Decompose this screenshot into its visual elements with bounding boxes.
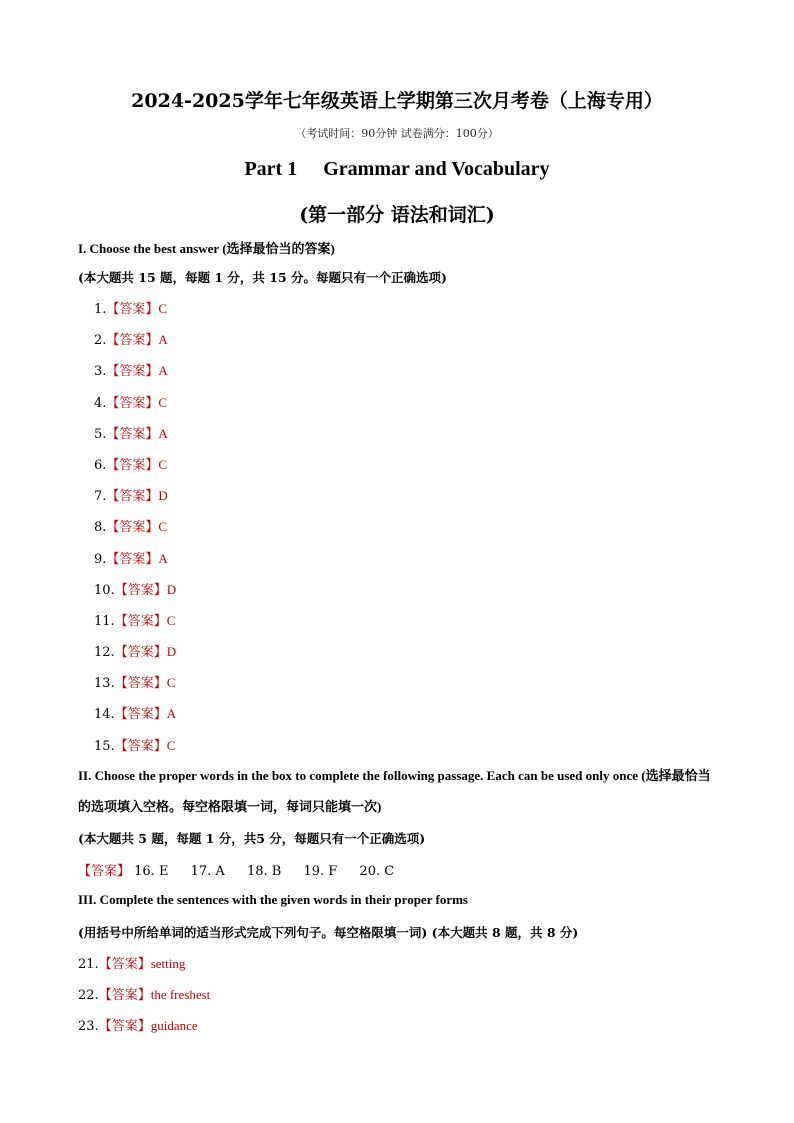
answer-value: D — [166, 581, 177, 597]
question-number: 23. — [78, 1019, 99, 1034]
question-number: 22. — [78, 988, 99, 1003]
answer-tag: 【答案】 — [106, 457, 159, 473]
answer-item — [94, 579, 176, 610]
answer-tag: 【答案】 — [78, 864, 131, 879]
section1-answer-list — [94, 298, 176, 766]
question-number: 15. — [94, 738, 115, 754]
page-title: 2024-2025学年七年级英语上学期第三次月考卷（上海专用） — [131, 90, 663, 112]
question-number: 14. — [94, 707, 115, 723]
answer-value: 18. B — [246, 864, 282, 879]
answer-item — [78, 953, 210, 984]
answer-value: setting — [150, 956, 186, 971]
question-number: 4. — [94, 395, 107, 411]
section2-answer-row — [78, 860, 412, 879]
answer-value: A — [158, 332, 168, 348]
question-number: 9. — [94, 551, 107, 567]
answer-item — [94, 548, 176, 579]
answer-value: C — [166, 737, 176, 753]
answer-tag: 【答案】 — [114, 613, 167, 629]
answer-value: A — [158, 550, 168, 566]
question-number: 10. — [94, 582, 115, 598]
answer-tag: 【答案】 — [114, 582, 167, 598]
answer-tag: 【答案】 — [98, 957, 151, 972]
answer-item — [94, 329, 176, 360]
answer-value: A — [158, 425, 168, 441]
answer-tag: 【答案】 — [114, 707, 167, 723]
part-name: Grammar and Vocabulary — [323, 158, 550, 180]
answer-item — [94, 360, 176, 391]
question-number: 5. — [94, 426, 107, 442]
answer-value: C — [166, 612, 176, 628]
answer-item — [94, 610, 176, 641]
answer-tag: 【答案】 — [106, 489, 159, 505]
answer-item — [94, 672, 176, 703]
answer-tag: 【答案】 — [106, 302, 159, 317]
answer-value: 20. C — [359, 864, 395, 879]
answer-value: guidance — [150, 1018, 198, 1033]
question-number: 6. — [94, 457, 107, 473]
answer-tag: 【答案】 — [106, 520, 159, 536]
answer-tag: 【答案】 — [106, 551, 159, 567]
answer-value: C — [166, 675, 176, 691]
answer-value: D — [158, 488, 168, 504]
exam-info: （考试时间：90分钟 试卷满分：100分） — [295, 127, 499, 140]
answer-tag: 【答案】 — [106, 426, 159, 442]
section3-answer-list — [78, 953, 210, 1046]
question-number: 11. — [94, 613, 115, 629]
question-number: 7. — [94, 489, 107, 505]
answer-item — [94, 423, 176, 454]
answer-value: C — [158, 301, 168, 316]
section1-heading: I. Choose the best answer (选择最恰当的答案) — [78, 241, 335, 256]
question-number: 2. — [94, 333, 107, 349]
answer-value: C — [158, 519, 168, 535]
answer-value: C — [158, 394, 168, 410]
section2-heading: II. Choose the proper words in the box to complete the following passage. Each can be used only once (选择最恰当的选项填入空格。每空格限填一词，每词只能填一次) — [78, 768, 711, 814]
answer-tag: 【答案】 — [98, 1019, 151, 1034]
answer-item — [78, 1015, 210, 1046]
section3-heading: III. Complete the sentences with the given words in their proper forms — [78, 892, 468, 907]
answer-tag: 【答案】 — [114, 738, 167, 754]
answer-tag: 【答案】 — [106, 333, 159, 349]
answer-value: 16. E — [134, 864, 169, 879]
question-number: 12. — [94, 645, 115, 661]
answer-item — [94, 298, 176, 329]
answer-item — [94, 703, 176, 734]
answer-tag: 【答案】 — [114, 676, 167, 692]
answer-value: D — [166, 644, 177, 660]
answer-value: 17. A — [190, 864, 225, 879]
answer-tag: 【答案】 — [114, 645, 167, 661]
answer-value: A — [158, 363, 168, 379]
answer-tag: 【答案】 — [106, 364, 159, 380]
answer-tag: 【答案】 — [98, 988, 151, 1003]
answer-value: C — [158, 456, 168, 472]
question-number: 21. — [78, 957, 99, 972]
answer-item — [78, 984, 210, 1015]
question-number: 8. — [94, 520, 107, 536]
answer-value: the freshest — [150, 987, 211, 1002]
answer-item — [94, 485, 176, 516]
answer-item — [94, 392, 176, 423]
answer-value: 19. F — [303, 864, 338, 879]
part-label: Part 1 — [244, 158, 298, 180]
answer-item — [94, 454, 176, 485]
section3-note: (用括号中所给单词的适当形式完成下列句子。每空格限填一词) (本大题共 8 题，共 8 分) — [78, 925, 579, 940]
answer-item — [94, 641, 176, 672]
section2-note: (本大题共 5 题，每题 1 分，共5 分，每题只有一个正确选项) — [78, 831, 426, 846]
answer-item — [94, 516, 176, 547]
part-heading-cn: (第一部分 语法和词汇) — [299, 204, 495, 226]
section1-note: (本大题共 15 题，每题 1 分，共 15 分。每题只有一个正确选项) — [78, 270, 447, 285]
answer-tag: 【答案】 — [106, 395, 159, 411]
part-heading — [0, 158, 794, 181]
question-number: 3. — [94, 364, 107, 380]
question-number: 1. — [94, 302, 107, 317]
answer-value: A — [166, 706, 177, 722]
question-number: 13. — [94, 676, 115, 692]
